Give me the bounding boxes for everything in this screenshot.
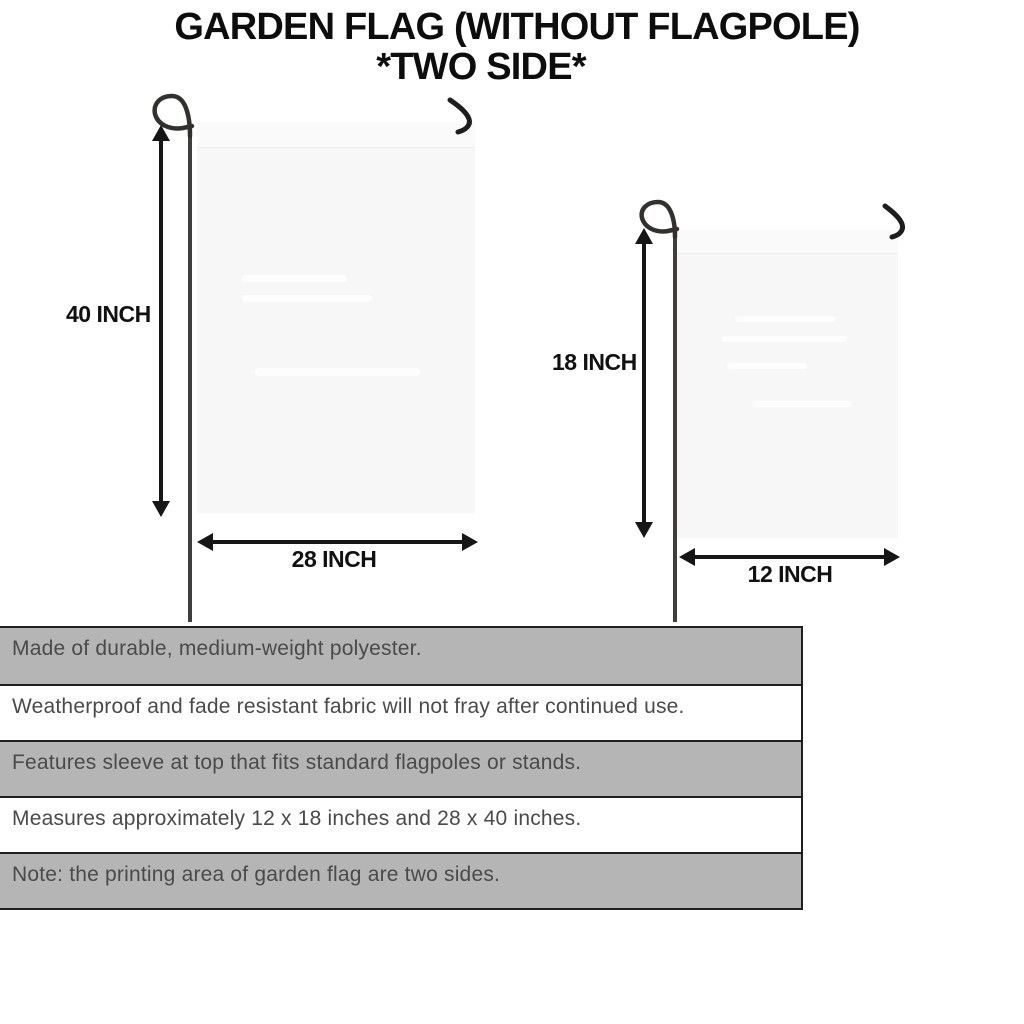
page-subtitle: *TWO SIDE* [376,46,586,88]
arrowhead-right-icon [462,533,478,551]
pole-hook-icon [885,206,903,237]
spec-table [0,626,803,910]
arrowhead-down-icon [152,501,170,517]
spec-row: Made of durable, medium-weight polyester. [0,628,801,684]
spec-row: Measures approximately 12 x 18 inches and 28 x 40 inches. [0,796,801,852]
small-flag-width-label: 12 INCH [747,561,833,587]
arrowhead-down-icon [635,522,653,538]
height-arrow-small [642,243,646,522]
small-flag-height-label: 18 INCH [552,349,637,375]
arrowhead-right-icon [884,548,900,566]
width-arrow-small [694,555,885,559]
arrowhead-up-icon [152,125,170,141]
spec-row: Features sleeve at top that fits standard flagpoles or stands. [0,740,801,796]
spec-row: Weatherproof and fade resistant fabric will not fray after continued use. [0,684,801,740]
large-flag-height-label: 40 INCH [66,301,151,327]
arrowhead-left-icon [679,548,695,566]
width-arrow-large [212,540,462,544]
pole-hook-icon [450,100,469,132]
arrowhead-left-icon [197,533,213,551]
height-arrow-large [159,140,163,501]
large-flag-width-label: 28 INCH [291,546,377,572]
page-title: GARDEN FLAG (WITHOUT FLAGPOLE) [174,6,860,48]
arrowhead-up-icon [635,228,653,244]
spec-row: Note: the printing area of garden flag are two sides. [0,852,801,908]
